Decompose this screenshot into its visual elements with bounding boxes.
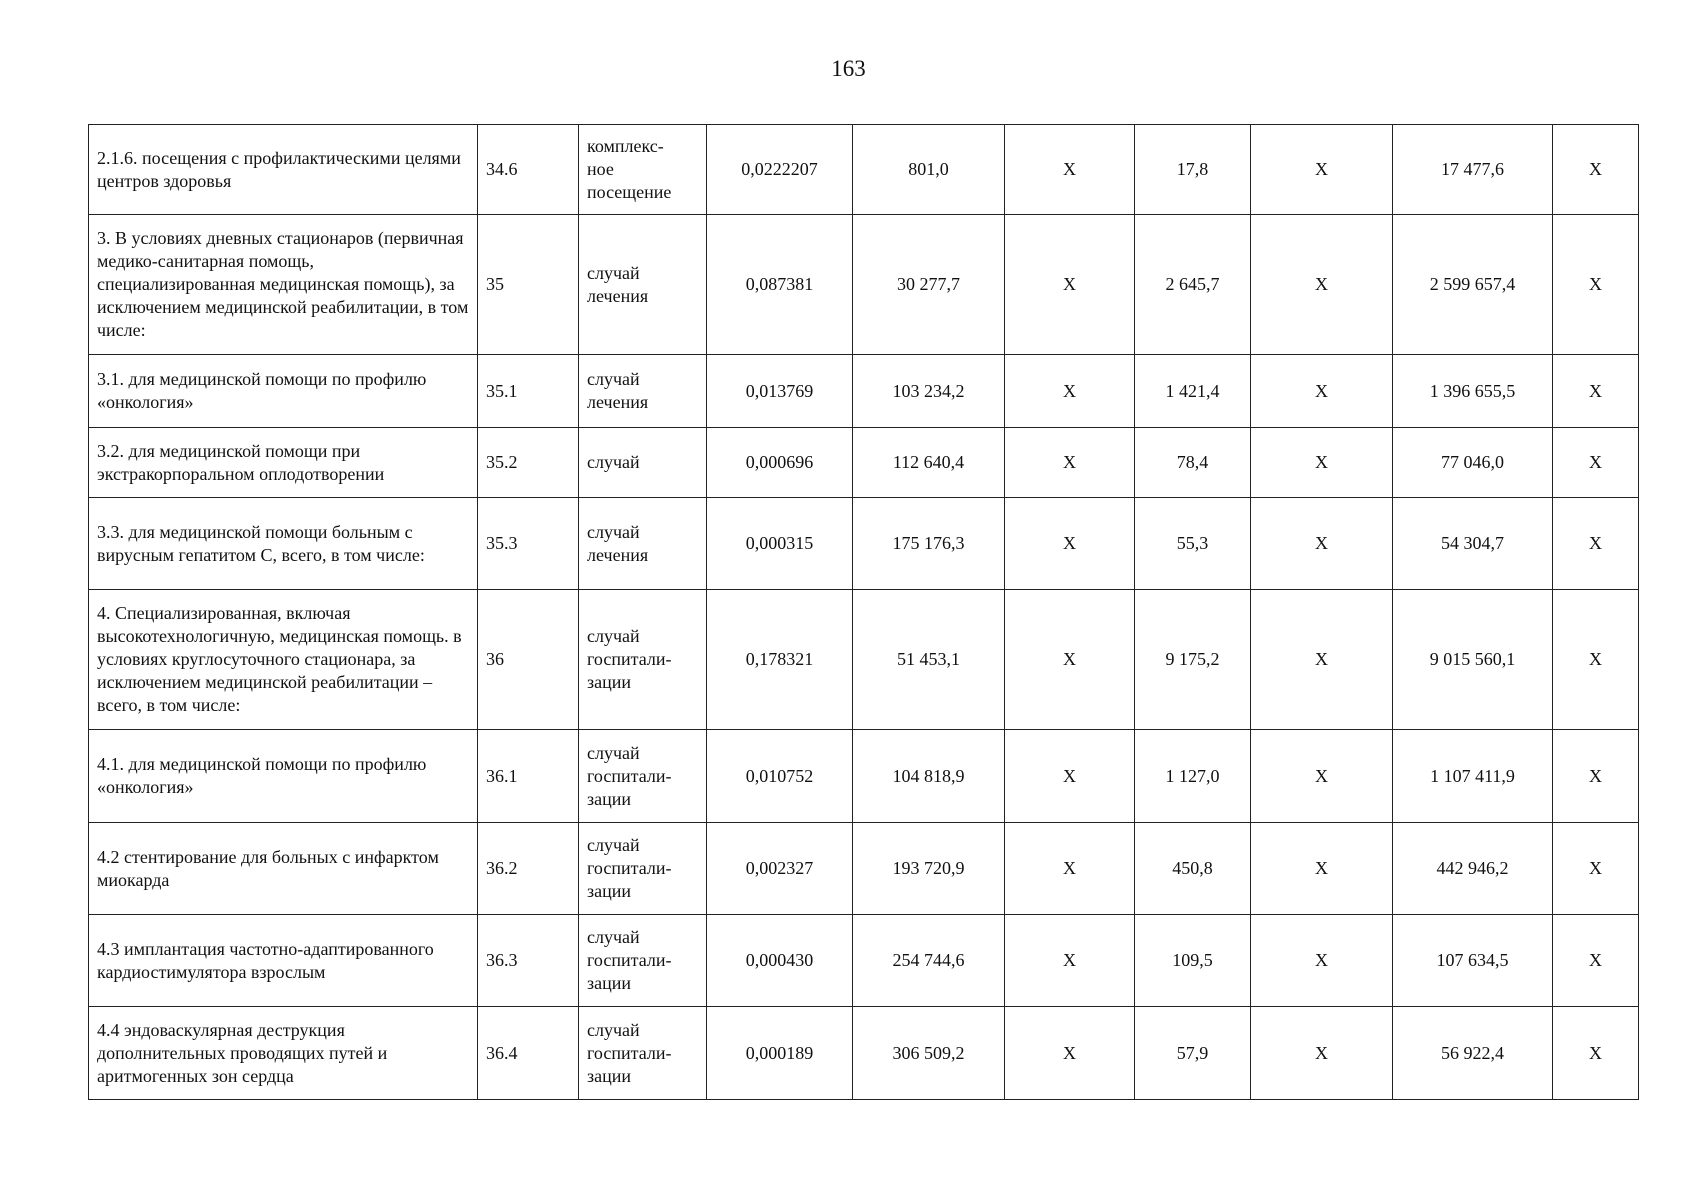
row-unit-cell: случай: [579, 428, 707, 498]
row-x-cell: Х: [1553, 215, 1639, 355]
row-per-capita-cell: 450,8: [1135, 823, 1251, 915]
row-per-capita-cell: 1 127,0: [1135, 730, 1251, 823]
row-code-cell: 34.6: [478, 125, 579, 215]
row-name-cell: 3. В условиях дневных стационаров (первичная медико-санитарная помощь, специализированная медицинская помощь), за исключением медицинской реабилитации, в том числе:: [89, 215, 478, 355]
row-x-cell: Х: [1251, 1007, 1393, 1100]
row-code-cell: 36.3: [478, 915, 579, 1007]
row-norm-cell: 0,010752: [707, 730, 853, 823]
row-total-cell: 1 396 655,5: [1393, 355, 1553, 428]
row-per-capita-cell: 57,9: [1135, 1007, 1251, 1100]
row-cost-cell: 254 744,6: [853, 915, 1005, 1007]
table-row: [89, 823, 1639, 915]
row-unit-cell: случай госпитали- зации: [579, 1007, 707, 1100]
row-x-cell: Х: [1553, 1007, 1639, 1100]
row-norm-cell: 0,178321: [707, 590, 853, 730]
row-code-cell: 36.2: [478, 823, 579, 915]
row-total-cell: 1 107 411,9: [1393, 730, 1553, 823]
row-total-cell: 9 015 560,1: [1393, 590, 1553, 730]
row-total-cell: 17 477,6: [1393, 125, 1553, 215]
row-name-cell: 4.1. для медицинской помощи по профилю «онкология»: [89, 730, 478, 823]
row-unit-cell: случай госпитали- зации: [579, 915, 707, 1007]
row-per-capita-cell: 2 645,7: [1135, 215, 1251, 355]
row-per-capita-cell: 55,3: [1135, 498, 1251, 590]
row-x-cell: Х: [1251, 730, 1393, 823]
row-code-cell: 35.3: [478, 498, 579, 590]
row-per-capita-cell: 9 175,2: [1135, 590, 1251, 730]
row-cost-cell: 104 818,9: [853, 730, 1005, 823]
row-x-cell: Х: [1005, 730, 1135, 823]
row-code-cell: 35.2: [478, 428, 579, 498]
row-total-cell: 56 922,4: [1393, 1007, 1553, 1100]
row-norm-cell: 0,000696: [707, 428, 853, 498]
row-total-cell: 54 304,7: [1393, 498, 1553, 590]
row-x-cell: Х: [1553, 590, 1639, 730]
table-row: [89, 125, 1639, 215]
row-cost-cell: 30 277,7: [853, 215, 1005, 355]
row-per-capita-cell: 109,5: [1135, 915, 1251, 1007]
row-norm-cell: 0,013769: [707, 355, 853, 428]
row-norm-cell: 0,002327: [707, 823, 853, 915]
row-cost-cell: 801,0: [853, 125, 1005, 215]
row-x-cell: Х: [1251, 498, 1393, 590]
row-cost-cell: 175 176,3: [853, 498, 1005, 590]
row-cost-cell: 306 509,2: [853, 1007, 1005, 1100]
row-x-cell: Х: [1005, 215, 1135, 355]
row-name-cell: 4. Специализированная, включая высокотехнологичную, медицинская помощь. в условиях круглосуточного стационара, за исключением медицинской реабилитации – всего, в том числе:: [89, 590, 478, 730]
data-table: [88, 124, 1639, 1100]
row-x-cell: Х: [1553, 730, 1639, 823]
row-unit-cell: случай лечения: [579, 215, 707, 355]
row-code-cell: 36.1: [478, 730, 579, 823]
row-total-cell: 2 599 657,4: [1393, 215, 1553, 355]
table-row: [89, 590, 1639, 730]
row-per-capita-cell: 17,8: [1135, 125, 1251, 215]
row-x-cell: Х: [1553, 498, 1639, 590]
row-x-cell: Х: [1251, 428, 1393, 498]
row-unit-cell: комплекс- ное посещение: [579, 125, 707, 215]
row-code-cell: 35: [478, 215, 579, 355]
row-x-cell: Х: [1553, 915, 1639, 1007]
row-name-cell: 2.1.6. посещения с профилактическими целями центров здоровья: [89, 125, 478, 215]
row-x-cell: Х: [1251, 590, 1393, 730]
row-unit-cell: случай госпитали- зации: [579, 730, 707, 823]
row-x-cell: Х: [1005, 428, 1135, 498]
row-x-cell: Х: [1251, 215, 1393, 355]
table-row: [89, 355, 1639, 428]
row-x-cell: Х: [1005, 355, 1135, 428]
row-norm-cell: 0,087381: [707, 215, 853, 355]
row-unit-cell: случай лечения: [579, 498, 707, 590]
table-body: [89, 125, 1639, 1100]
row-name-cell: 4.2 стентирование для больных с инфарктом миокарда: [89, 823, 478, 915]
table-row: [89, 215, 1639, 355]
row-name-cell: 3.1. для медицинской помощи по профилю «онкология»: [89, 355, 478, 428]
row-code-cell: 35.1: [478, 355, 579, 428]
row-cost-cell: 51 453,1: [853, 590, 1005, 730]
row-name-cell: 3.2. для медицинской помощи при экстракорпоральном оплодотворении: [89, 428, 478, 498]
table-row: [89, 428, 1639, 498]
row-norm-cell: 0,000430: [707, 915, 853, 1007]
row-x-cell: Х: [1005, 498, 1135, 590]
page-number: 163: [831, 56, 866, 81]
row-norm-cell: 0,000189: [707, 1007, 853, 1100]
row-x-cell: Х: [1553, 428, 1639, 498]
row-name-cell: 4.4 эндоваскулярная деструкция дополнительных проводящих путей и аритмогенных зон сердца: [89, 1007, 478, 1100]
row-name-cell: 3.3. для медицинской помощи больным с вирусным гепатитом С, всего, в том числе:: [89, 498, 478, 590]
row-code-cell: 36.4: [478, 1007, 579, 1100]
row-total-cell: 77 046,0: [1393, 428, 1553, 498]
row-cost-cell: 103 234,2: [853, 355, 1005, 428]
table-row: [89, 1007, 1639, 1100]
row-x-cell: Х: [1251, 823, 1393, 915]
row-unit-cell: случай госпитали- зации: [579, 590, 707, 730]
row-norm-cell: 0,0222207: [707, 125, 853, 215]
row-code-cell: 36: [478, 590, 579, 730]
row-norm-cell: 0,000315: [707, 498, 853, 590]
row-per-capita-cell: 78,4: [1135, 428, 1251, 498]
row-per-capita-cell: 1 421,4: [1135, 355, 1251, 428]
row-x-cell: Х: [1553, 125, 1639, 215]
table-row: [89, 730, 1639, 823]
row-x-cell: Х: [1553, 823, 1639, 915]
row-total-cell: 107 634,5: [1393, 915, 1553, 1007]
table-row: [89, 915, 1639, 1007]
row-x-cell: Х: [1005, 823, 1135, 915]
row-cost-cell: 112 640,4: [853, 428, 1005, 498]
row-unit-cell: случай лечения: [579, 355, 707, 428]
row-x-cell: Х: [1005, 590, 1135, 730]
row-total-cell: 442 946,2: [1393, 823, 1553, 915]
row-x-cell: Х: [1251, 355, 1393, 428]
table-row: [89, 498, 1639, 590]
row-x-cell: Х: [1005, 915, 1135, 1007]
row-x-cell: Х: [1251, 125, 1393, 215]
row-x-cell: Х: [1005, 125, 1135, 215]
row-x-cell: Х: [1005, 1007, 1135, 1100]
row-cost-cell: 193 720,9: [853, 823, 1005, 915]
row-name-cell: 4.3 имплантация частотно-адаптированного кардиостимулятора взрослым: [89, 915, 478, 1007]
row-unit-cell: случай госпитали- зации: [579, 823, 707, 915]
row-x-cell: Х: [1553, 355, 1639, 428]
row-x-cell: Х: [1251, 915, 1393, 1007]
